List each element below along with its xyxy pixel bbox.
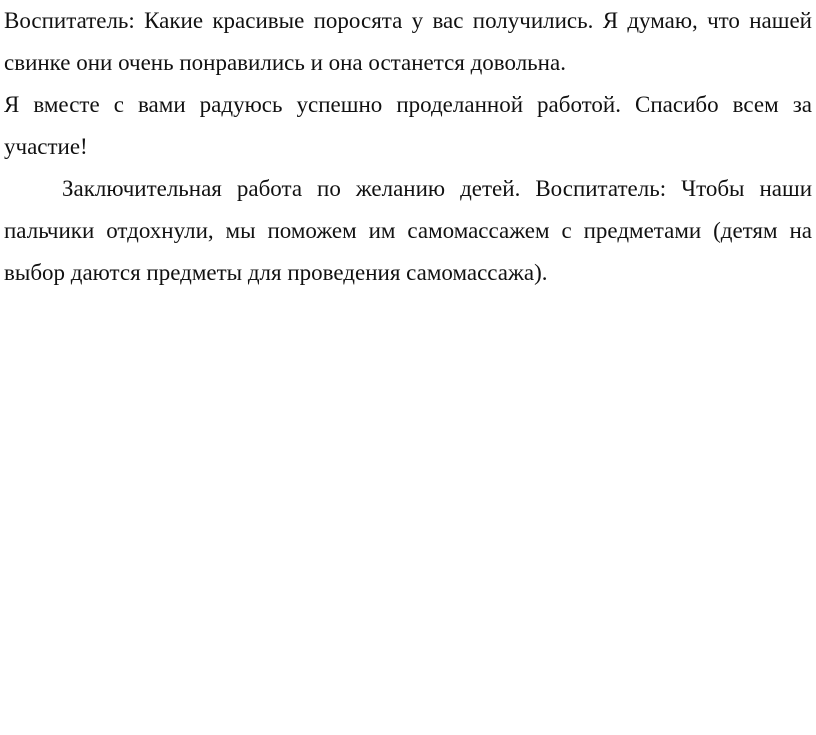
paragraph-thanks: Я вместе с вами радуюсь успешно проделанной работой. Спасибо всем за участие! [4, 92, 812, 159]
paragraph-final-work: Заключительная работа по желанию детей. Воспитатель: Чтобы наши пальчики отдохнули, мы поможем им самомассажем с предметами (детям на выбор даются предметы для проведения самомассажа). [4, 176, 812, 285]
document-body [4, 0, 812, 294]
paragraph-teacher-compliment: Воспитатель: Какие красивые поросята у вас получились. Я думаю, что нашей свинке они очень понравились и она останется довольна. [4, 8, 812, 75]
